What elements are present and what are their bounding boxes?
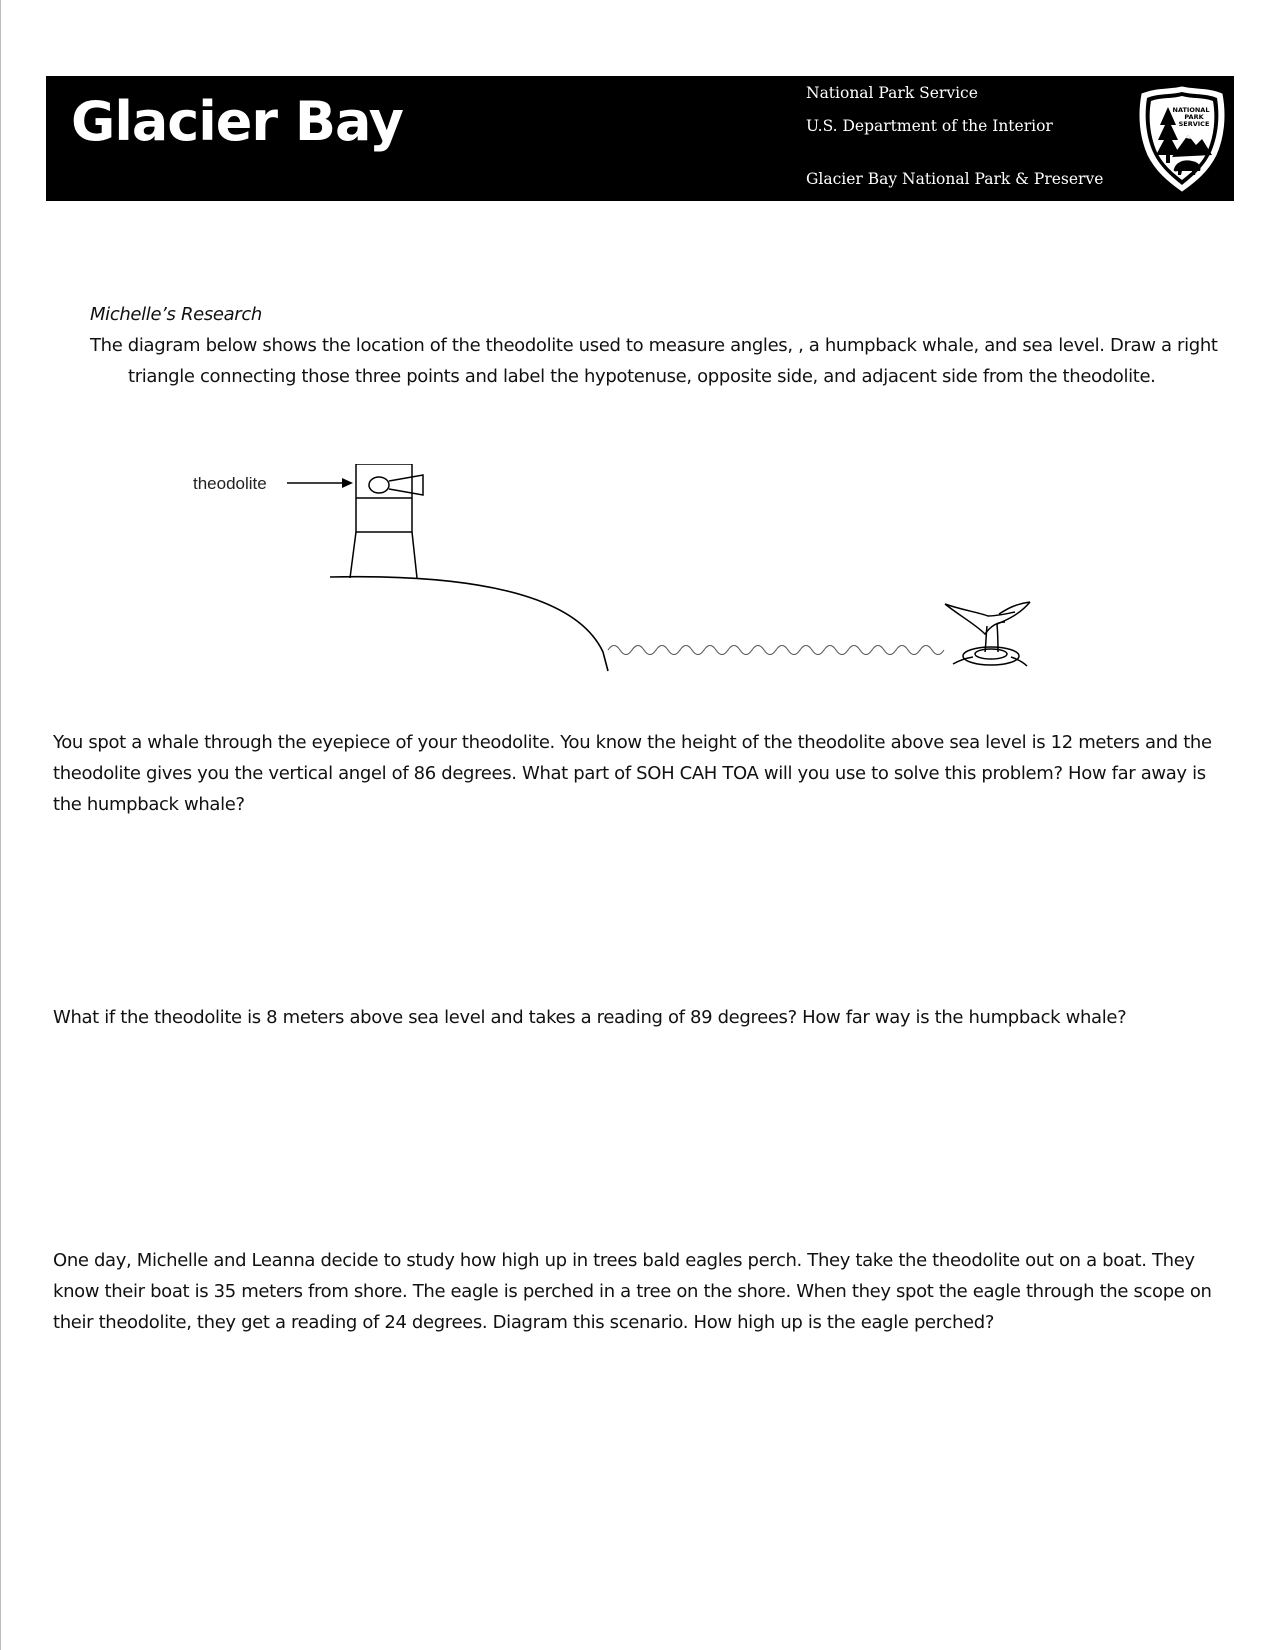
agency-name: National Park Service (806, 84, 978, 102)
logo-text-3: SERVICE (1178, 120, 1210, 128)
page-left-edge (0, 0, 1, 1650)
intro-paragraph: The diagram below shows the location of the theodolite used to measure angles, , a humpback whale, and sea level. Draw a right triangle connecting those three points and label the hypotenuse, opposite side, and adjacent side from the theodolite. (90, 335, 1218, 387)
question-1: You spot a whale through the eyepiece of your theodolite. You know the height of the theodolite above sea level is 12 meters and the theodolite gives you the vertical angel of 86 degrees. What part of SOH CAH TOA will you use to solve this problem? How far away is the humpback whale? (53, 732, 1212, 815)
label-arrow (287, 478, 353, 488)
nps-arrowhead-logo (1136, 85, 1228, 193)
shoreline (330, 577, 608, 671)
logo-text-2: PARK (1184, 113, 1204, 121)
park-name: Glacier Bay National Park & Preserve (806, 170, 1104, 188)
theodolite-whale-diagram (185, 464, 1085, 694)
section-title: Michelle’s Research (90, 304, 262, 325)
sea-level-waves (608, 646, 944, 655)
logo-text-1: NATIONAL (1172, 106, 1210, 114)
page-title: Glacier Bay (71, 90, 403, 153)
theodolite-label: theodolite (193, 474, 267, 493)
theodolite-icon (350, 464, 423, 578)
department-name: U.S. Department of the Interior (806, 117, 1053, 135)
whale-tail-icon (945, 602, 1030, 666)
header-banner (46, 76, 1234, 201)
question-3: One day, Michelle and Leanna decide to study how high up in trees bald eagles perch. They take the theodolite out on a boat. They know their boat is 35 meters from shore. The eagle is perched in a tree on the shore. When they spot the eagle through the scope on their theodolite, they get a reading of 24 degrees. Diagram this scenario. How high up is the eagle perched? (53, 1250, 1212, 1333)
question-2: What if the theodolite is 8 meters above sea level and takes a reading of 89 degrees? How far way is the humpback whale? (53, 1007, 1127, 1028)
